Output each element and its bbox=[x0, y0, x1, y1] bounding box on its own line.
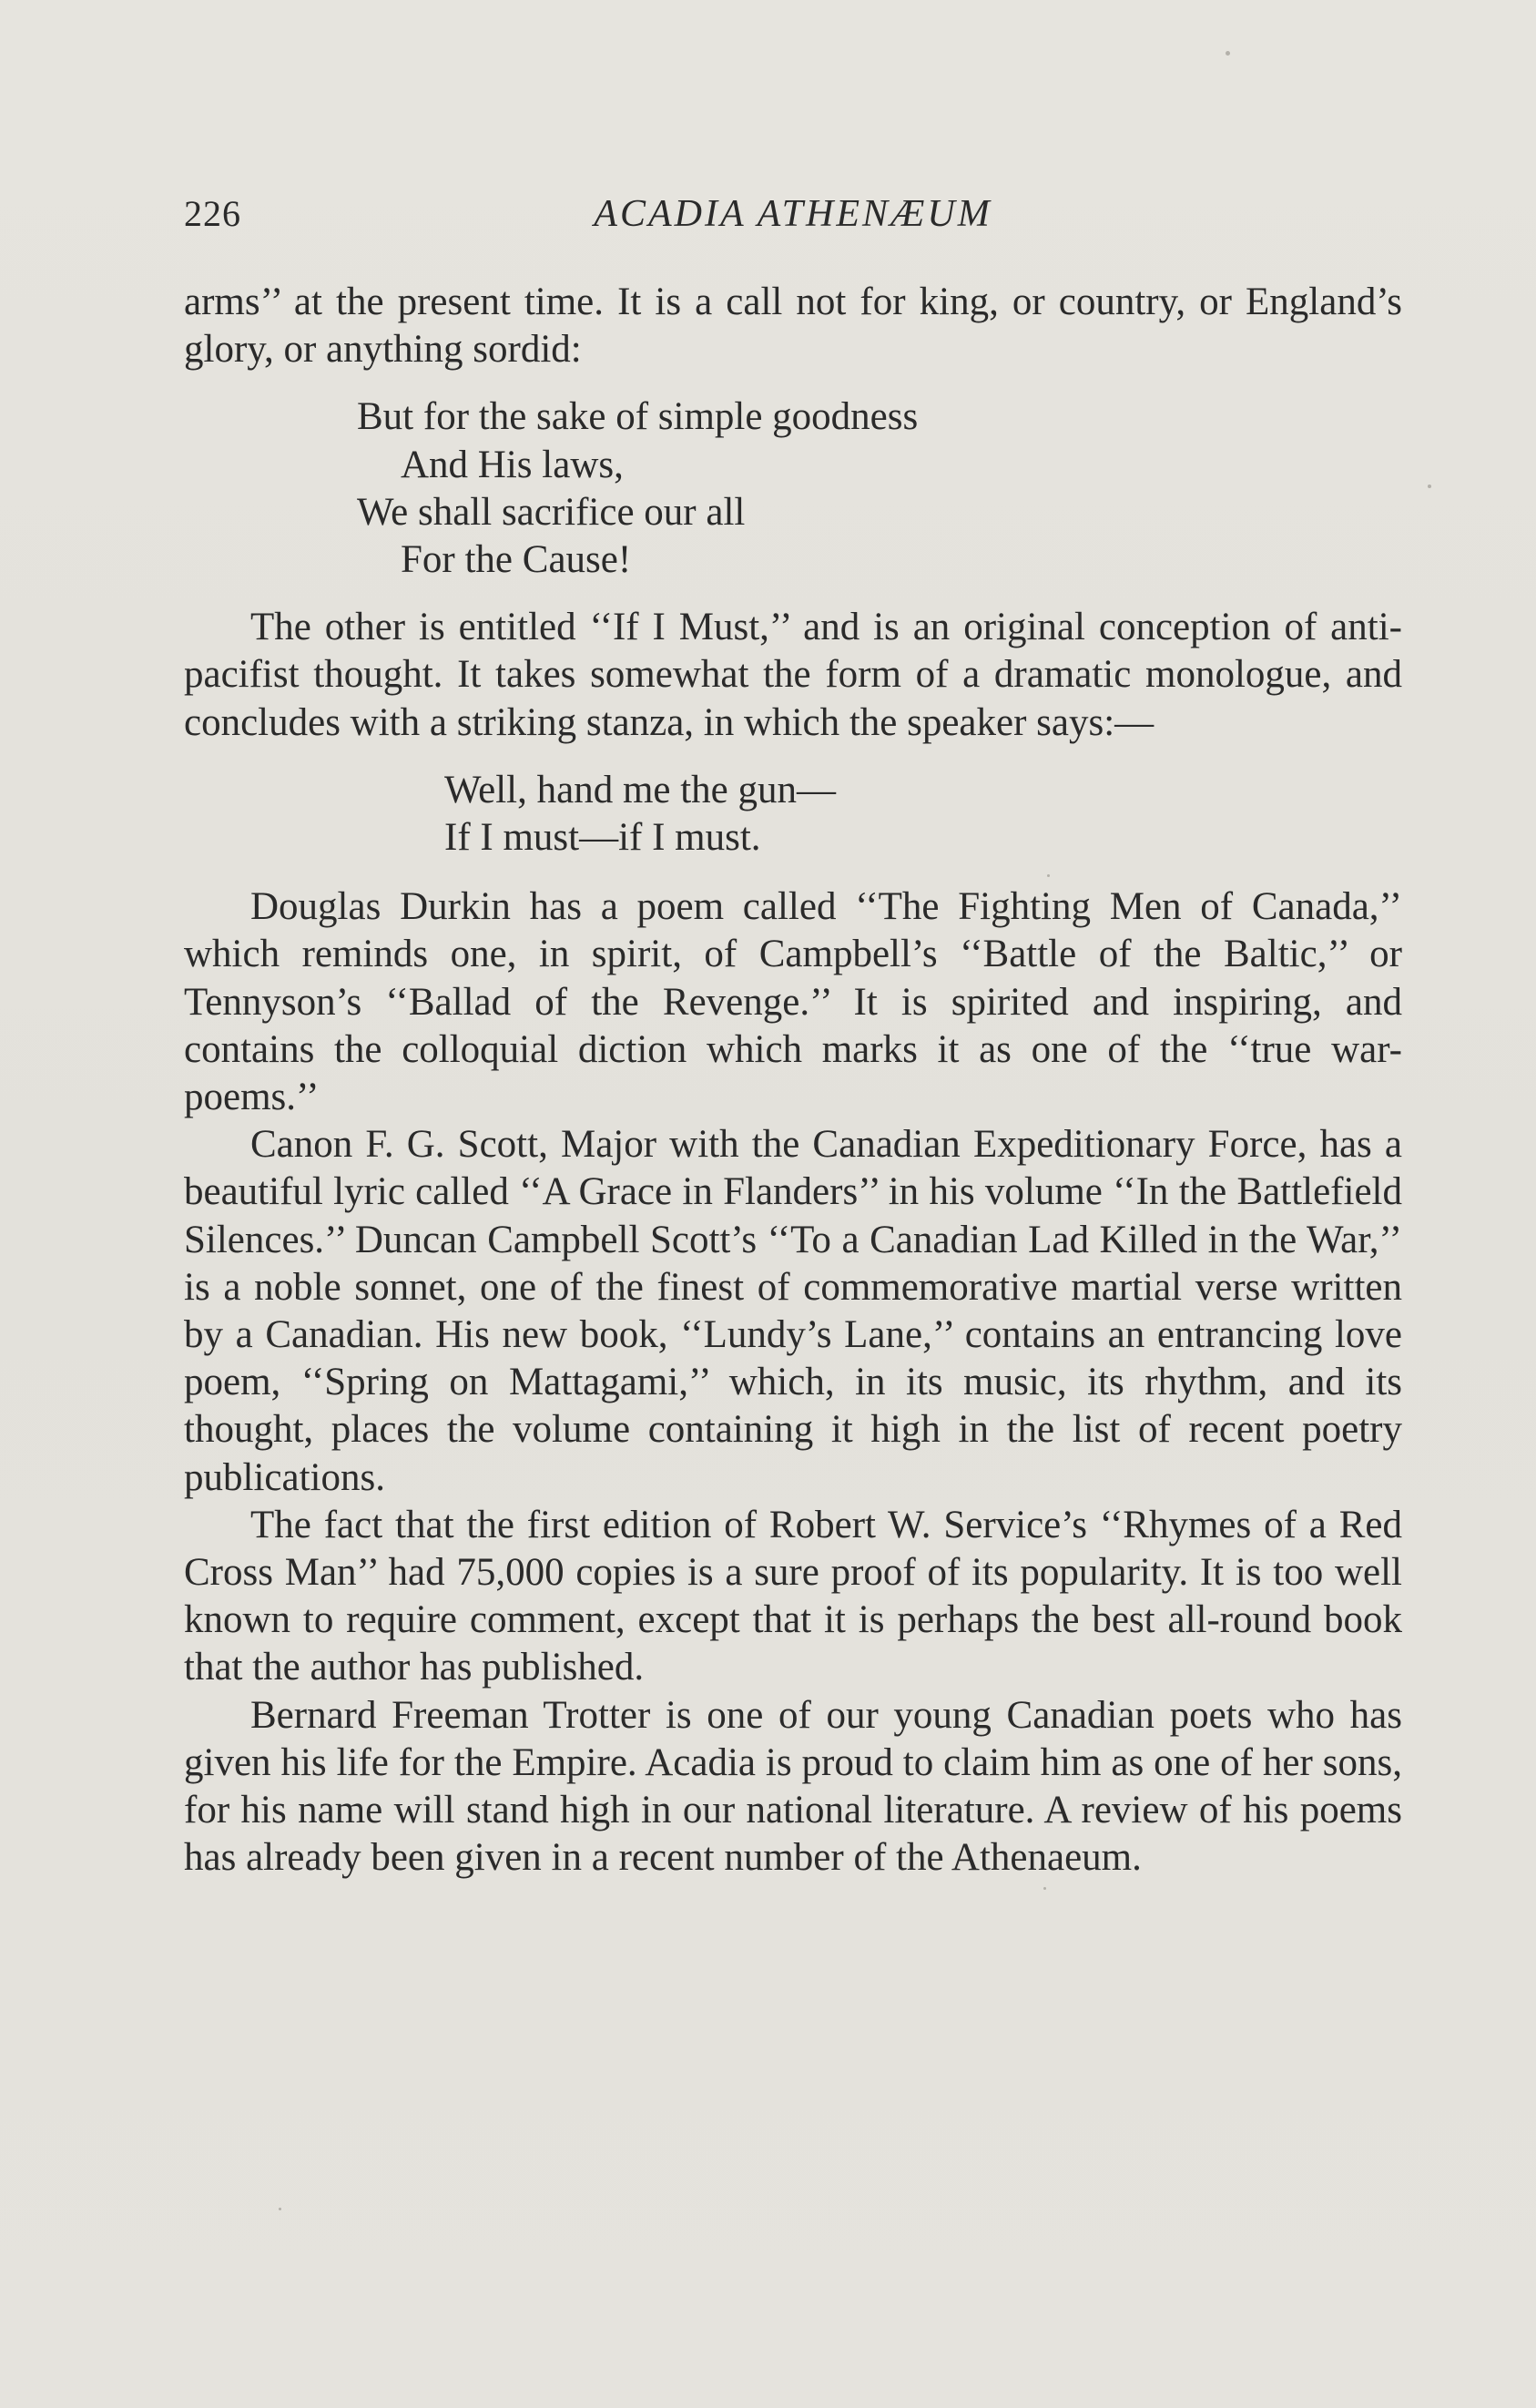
verse-line: For the Cause! bbox=[401, 538, 632, 582]
paragraph-scott: Canon F. G. Scott, Major with the Canadian Expeditionary Force, has a beautiful lyric called ‘‘A Grace in Flanders’’ in his volume ‘‘In the Battlefield Silences.’’ Duncan Campbell Scott’s ‘‘To a Canadian Lad Killed in the War,’’ is a noble sonnet, one of the finest of commemorative martial verse written by a Canadian. His new book, ‘‘Lundy’s Lane,’’ contains an entrancing love poem, ‘‘Spring on Mattagami,’’ which, in its music, its rhythm, and its thought, places the volume containing it high in the list of recent poetry publications. bbox=[184, 1123, 1402, 1499]
paragraph-continuation: arms’’ at the present time. It is a call not for king, or country, or England’s glory, or anything sordid: bbox=[184, 281, 1402, 372]
paper-speck bbox=[1047, 874, 1050, 877]
page-number: 226 bbox=[184, 193, 241, 234]
paragraph-if-i-must: The other is entitled ‘‘If I Must,’’ and is an original conception of anti-pacifist thought. It takes somewhat the form of a dramatic monologue, and concludes with a striking stanza, in which the speaker says:— bbox=[184, 606, 1402, 744]
article-body bbox=[184, 279, 1402, 1883]
verse-line: But for the sake of simple goodness bbox=[357, 395, 919, 439]
verse-line: If I must—if I must. bbox=[444, 816, 761, 860]
paper-speck bbox=[1428, 485, 1431, 488]
paragraph-durkin: Douglas Durkin has a poem called ‘‘The Fighting Men of Canada,’’ which reminds one, in spirit, of Campbell’s ‘‘Battle of the Baltic,’’ or Tennyson’s ‘‘Ballad of the Revenge.’’ It is spirited and inspiring, and contains the colloquial diction which marks it as one of the ‘‘true war-poems.’’ bbox=[184, 885, 1402, 1119]
paragraph-trotter: Bernard Freeman Trotter is one of our young Canadian poets who has given his life for the Empire. Acadia is proud to claim him as one of her sons, for his name will stand high in our national literature. A review of his poems has already been given in a recent number of the Athenaeum. bbox=[184, 1693, 1402, 1880]
page-header bbox=[184, 191, 1402, 246]
verse-quote-gun bbox=[444, 767, 1402, 862]
running-title: ACADIA ATHENÆUM bbox=[594, 193, 992, 235]
verse-line: We shall sacrifice our all bbox=[357, 490, 746, 534]
paper-speck bbox=[1043, 1887, 1046, 1890]
verse-line: And His laws, bbox=[401, 443, 624, 486]
verse-quote-cause bbox=[357, 393, 1402, 584]
paper-speck bbox=[1226, 51, 1230, 56]
paragraph-service: The fact that the first edition of Robert W. Service’s ‘‘Rhymes of a Red Cross Man’’ had 75,000 copies is a sure proof of its popularity. It is too well known to require comment, except that it is perhaps the best all-round book that the author has published. bbox=[184, 1503, 1402, 1689]
verse-line: Well, hand me the gun— bbox=[444, 768, 837, 811]
paper-speck bbox=[279, 2208, 281, 2210]
